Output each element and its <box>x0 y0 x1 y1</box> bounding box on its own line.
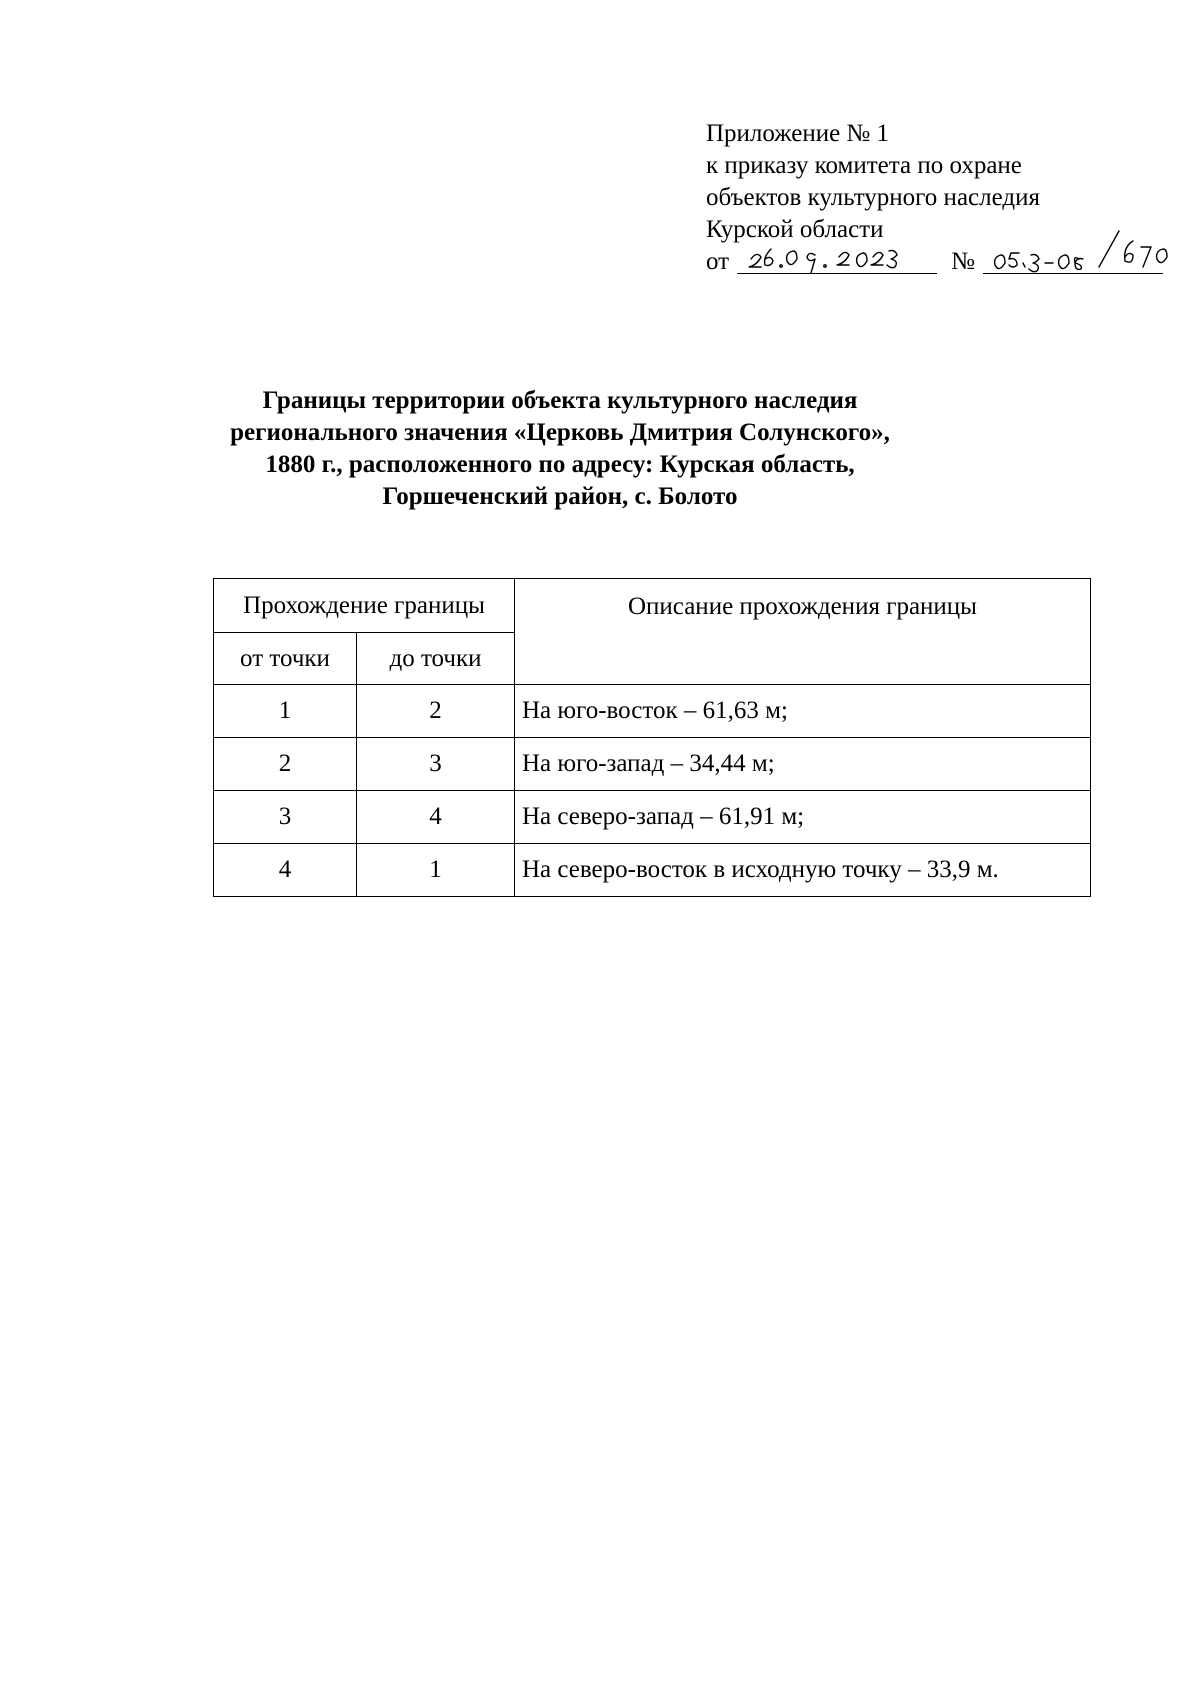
handwritten-number-signature <box>987 229 1187 273</box>
table-row <box>214 791 1091 844</box>
table-header-row <box>214 579 1091 633</box>
from-header: от точки <box>214 633 357 685</box>
appendix-committee-line: объектов культурного наследия <box>706 184 1040 211</box>
boundary-table <box>213 578 1091 897</box>
date-label: от <box>706 248 730 275</box>
handwritten-date-signature <box>745 239 945 273</box>
appendix-region-line: Курской области <box>706 216 884 243</box>
row-to: 4 <box>357 791 515 844</box>
order-date-field <box>737 247 937 274</box>
table-row <box>214 844 1091 897</box>
row-from: 2 <box>214 738 357 791</box>
document-title <box>160 385 960 513</box>
to-header: до точки <box>357 633 515 685</box>
appendix-order-line: к приказу комитета по охране <box>706 152 1022 179</box>
title-line-4: Горшеченский район, с. Болото <box>382 483 738 510</box>
desc-header: Описание прохождения границы <box>515 579 1091 685</box>
row-description: На северо-запад – 61,91 м; <box>515 791 1091 844</box>
table-row <box>214 685 1091 738</box>
row-from: 4 <box>214 844 357 897</box>
row-description: На северо-восток в исходную точку – 33,9 м. <box>515 844 1091 897</box>
row-description: На юго-запад – 34,44 м; <box>515 738 1091 791</box>
appendix-block <box>706 118 1163 278</box>
row-from: 3 <box>214 791 357 844</box>
order-number-field <box>983 247 1163 274</box>
row-to: 2 <box>357 685 515 738</box>
row-from: 1 <box>214 685 357 738</box>
order-date-number-line <box>706 246 1163 278</box>
group-header: Прохождение границы <box>214 579 515 633</box>
row-to: 1 <box>357 844 515 897</box>
title-line-3: 1880 г., расположенного по адресу: Курская область, <box>265 451 855 478</box>
number-sign: № <box>951 248 975 275</box>
appendix-number: Приложение № 1 <box>706 120 890 147</box>
row-description: На юго-восток – 61,63 м; <box>515 685 1091 738</box>
table-row <box>214 738 1091 791</box>
title-line-1: Границы территории объекта культурного наследия <box>262 387 858 414</box>
row-to: 3 <box>357 738 515 791</box>
title-line-2: регионального значения «Церковь Дмитрия Солунского», <box>230 419 890 446</box>
